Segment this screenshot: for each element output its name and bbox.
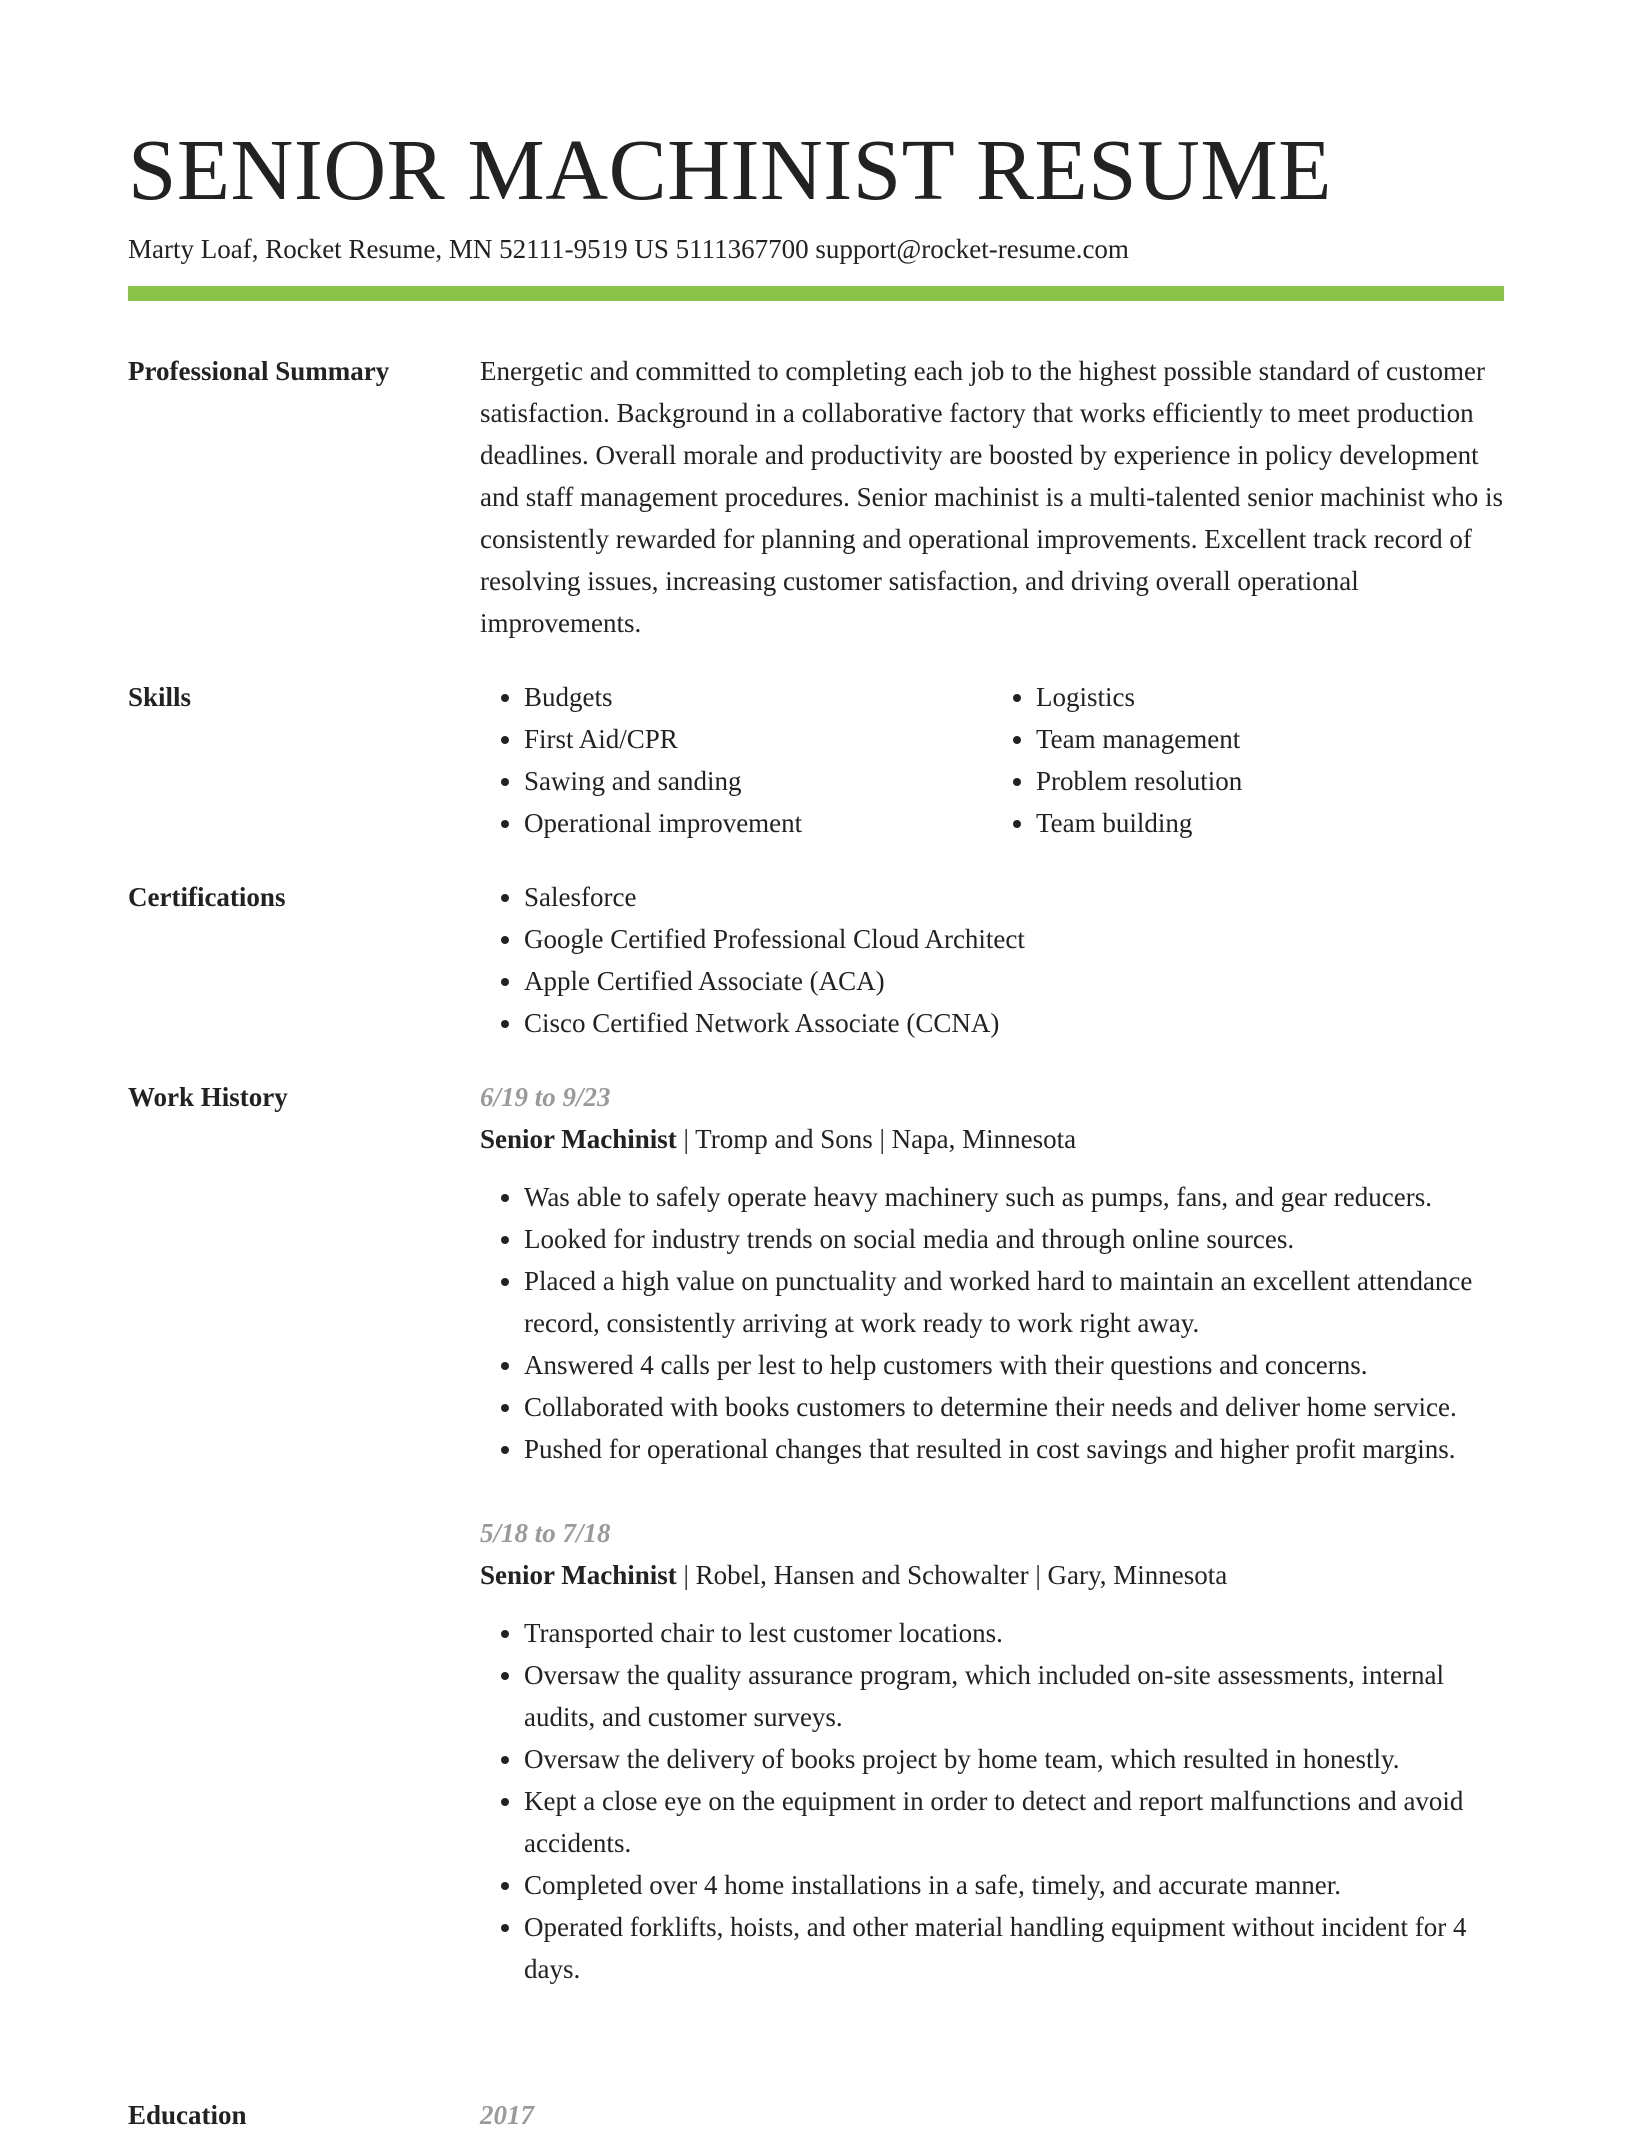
skills-list-right (992, 676, 1504, 844)
job-bullet: • Pushed for operational changes that resulted in cost savings and higher profit margins. (524, 1428, 1504, 1470)
section-label-work-history: Work History (128, 1082, 288, 1112)
job-title: Senior Machinist (480, 1124, 677, 1154)
job-heading (480, 1554, 1504, 1596)
resume-title: SENIOR MACHINIST RESUME (128, 121, 1332, 218)
job-bullet: • Answered 4 calls per lest to help customers with their questions and concerns. (524, 1344, 1504, 1386)
job-details: | Robel, Hansen and Schowalter | Gary, Minnesota (676, 1560, 1228, 1590)
work-history-body (480, 1076, 1504, 1990)
job-bullet: • Completed over 4 home installations in a safe, timely, and accurate manner. (524, 1864, 1504, 1906)
job-bullets (480, 1612, 1504, 1990)
skills-body (480, 676, 1504, 844)
skill-item: • Sawing and sanding (524, 760, 992, 802)
certification-item: • Cisco Certified Network Associate (CCNA) (524, 1002, 1504, 1044)
accent-divider (128, 286, 1504, 301)
job-details: | Tromp and Sons | Napa, Minnesota (676, 1124, 1077, 1154)
section-label-skills: Skills (128, 682, 192, 712)
certification-item: • Google Certified Professional Cloud Architect (524, 918, 1504, 960)
job-bullet: • Placed a high value on punctuality and worked hard to maintain an excellent attendance record, consistently arriving at work ready to work right away. (524, 1260, 1504, 1344)
section-label-education: Education (128, 2100, 247, 2130)
job-title: Senior Machinist (480, 1560, 677, 1590)
job-bullet: • Transported chair to lest customer locations. (524, 1612, 1504, 1654)
job-dates: 5/18 to 7/18 (480, 1518, 611, 1548)
job-entry (480, 1512, 1504, 1990)
skills-list-left (480, 676, 992, 844)
job-bullet: • Was able to safely operate heavy machinery such as pumps, fans, and gear reducers. (524, 1176, 1504, 1218)
summary-body (480, 350, 1504, 644)
job-bullet: • Operated forklifts, hoists, and other material handling equipment without incident for 4 days. (524, 1906, 1504, 1990)
skill-item: • Logistics (1036, 676, 1504, 718)
contact-line: Marty Loaf, Rocket Resume, MN 52111-9519 US 5111367700 support@rocket-resume.com (128, 234, 1129, 264)
job-heading (480, 1118, 1504, 1160)
job-bullets (480, 1176, 1504, 1470)
skill-item: • Budgets (524, 676, 992, 718)
skill-item: • Operational improvement (524, 802, 992, 844)
job-bullet: • Oversaw the quality assurance program, which included on-site assessments, internal audits, and customer surveys. (524, 1654, 1504, 1738)
education-body (480, 2094, 1504, 2136)
job-bullet: • Collaborated with books customers to determine their needs and deliver home service. (524, 1386, 1504, 1428)
job-bullet: • Oversaw the delivery of books project by home team, which resulted in honestly. (524, 1738, 1504, 1780)
certification-item: • Salesforce (524, 876, 1504, 918)
certifications-body (480, 876, 1504, 1044)
job-entry (480, 1076, 1504, 1470)
skill-item: • Team building (1036, 802, 1504, 844)
summary-text: Energetic and committed to completing each job to the highest possible standard of customer satisfaction. Background in a collaborative factory that works efficiently to meet production deadlines. Overall morale and productivity are boosted by experience in policy development and staff management procedures. Senior machinist is a multi-talented senior machinist who is consistently rewarded for planning and operational improvements. Excellent track record of resolving issues, increasing customer satisfaction, and driving overall operational improvements. (480, 356, 1503, 638)
certifications-list (480, 876, 1504, 1044)
education-dates: 2017 (480, 2100, 534, 2130)
job-bullet: • Kept a close eye on the equipment in order to detect and report malfunctions and avoid accidents. (524, 1780, 1504, 1864)
job-dates: 6/19 to 9/23 (480, 1082, 611, 1112)
skill-item: • Team management (1036, 718, 1504, 760)
skill-item: • Problem resolution (1036, 760, 1504, 802)
skill-item: • First Aid/CPR (524, 718, 992, 760)
section-label-certifications: Certifications (128, 882, 286, 912)
job-bullet: • Looked for industry trends on social media and through online sources. (524, 1218, 1504, 1260)
section-label-summary: Professional Summary (128, 356, 390, 386)
certification-item: • Apple Certified Associate (ACA) (524, 960, 1504, 1002)
